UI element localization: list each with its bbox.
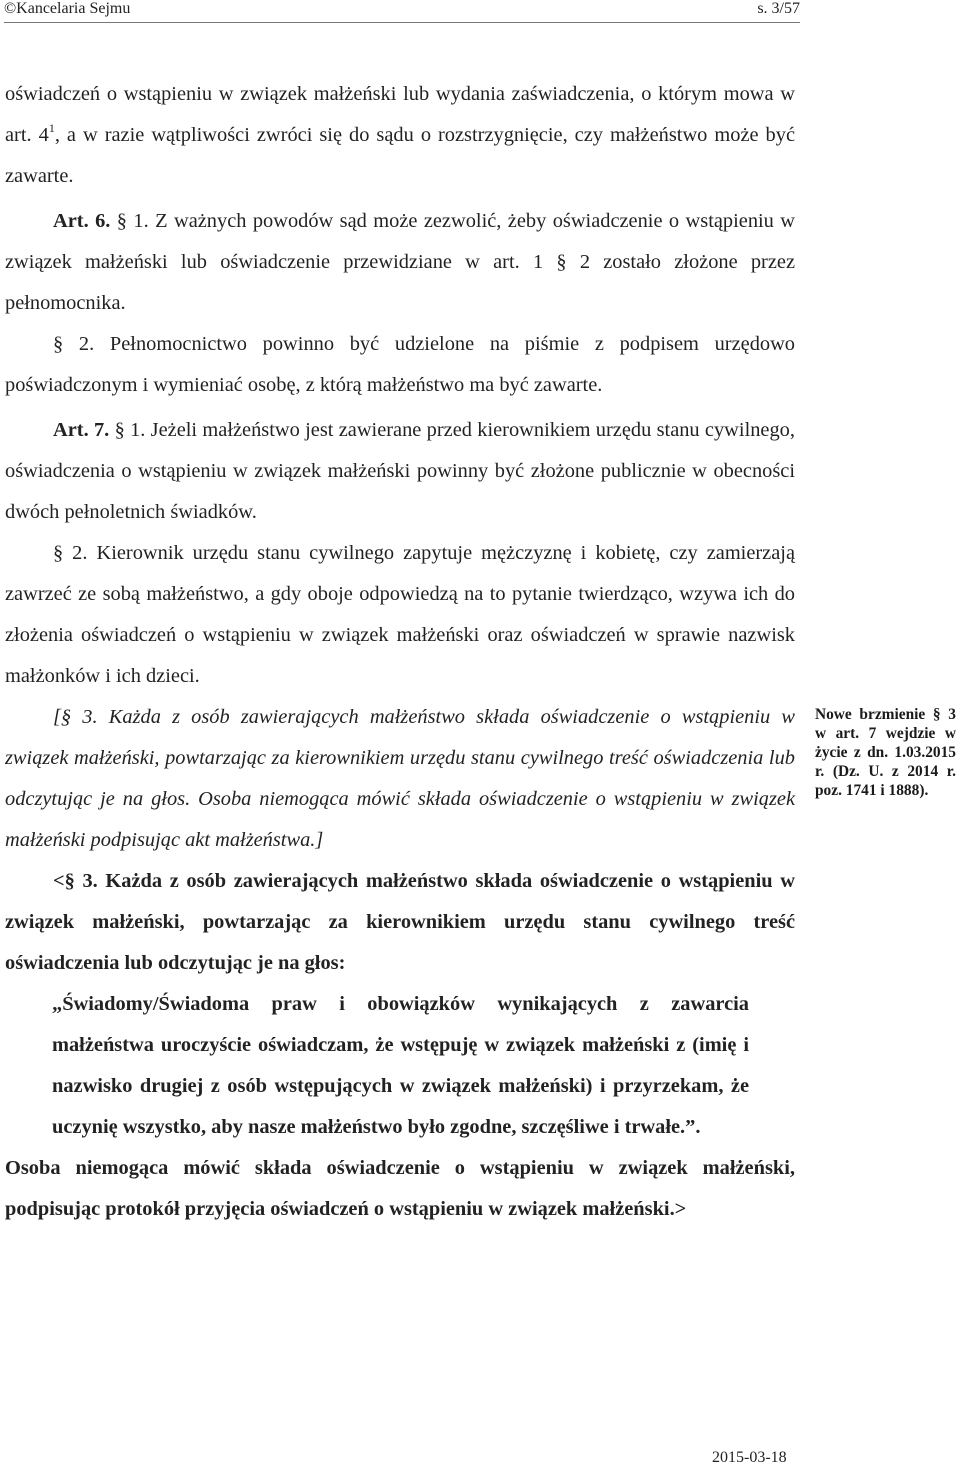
oath-quote [52,984,749,1148]
section-text: Jeżeli małżeństwo jest zawierane przed kierownikiem urzędu stanu cywilnego, oświadczenia o wstąpieniu w związek małżeński powinny być złożone publicznie w obecności dwóch pełnoletnich świadków. [5,419,795,523]
section-number: § 2. [53,333,95,355]
oath-quote-text: „Świadomy/Świadoma praw i obowiązków wynikających z zawarcia małżeństwa uroczyście oświadczam, że wstępuję w związek małżeński z (imię i nazwisko drugiej z osób wstępujących w związek małżeński) i przyrzekam, że uczynię wszystko, aby nasze małżeństwo było zgodne, szczęśliwe i trwałe.”. [52,993,749,1138]
footer-date: 2015-03-18 [712,1449,787,1466]
section-number: § 1. [114,419,146,441]
art7-par3-old-wording [5,697,795,861]
new-wording-text: <§ 3. Każda z osób zawierających małżeństwo składa oświadczenie o wstąpieniu w związek małżeński, powtarzając za kierownikiem urzędu stanu cywilnego treść oświadczenia lub odczytując je na głos: [5,870,795,974]
closing-text: Osoba niemogąca mówić składa oświadczenie o wstąpieniu w związek małżeński, podpisując protokół przyjęcia oświadczeń o wstąpieniu w związek małżeński.> [5,1157,795,1220]
article-label: Art. 6. [53,210,111,232]
header-publisher: ©Kancelaria Sejmu [4,0,131,17]
art7-par1 [5,410,795,533]
paragraph-continuation-text-a: oświadczeń o wstąpieniu w związek małżeński lub wydania zaświadczenia, o którym mowa w art. 4 [5,83,795,146]
page-header [4,0,800,23]
header-page-number: s. 3/57 [757,0,800,17]
section-text: Kierownik urzędu stanu cywilnego zapytuje mężczyznę i kobietę, czy zamierzają zawrzeć ze sobą małżeństwo, a gdy oboje odpowiedzą na to pytanie twierdząco, wzywa ich do złożenia oświadczeń o wstąpieniu w związek małżeński oraz oświadczeń w sprawie nazwisk małżonków i ich dzieci. [5,542,795,687]
art7-par2 [5,533,795,697]
section-number: § 1. [116,210,149,232]
old-wording-text: [§ 3. Każda z osób zawierających małżeństwo składa oświadczenie o wstąpieniu w związek małżeński, powtarzając za kierownikiem urzędu stanu cywilnego treść oświadczenia lub odczytując je na głos. Osoba niemogąca mówić składa oświadczenie o wstąpieniu w związek małżeński podpisując akt małżeństwa.] [5,706,795,851]
article-label: Art. 7. [53,419,110,441]
paragraph-continuation-text-b: , a w razie wątpliwości zwróci się do sądu o rozstrzygnięcie, czy małżeństwo może być zawarte. [5,124,795,187]
art7-par3-closing [5,1148,795,1230]
paragraph-continuation [5,74,795,197]
art6-par1 [5,201,795,324]
margin-note: Nowe brzmienie § 3 w art. 7 wejdzie w życie z dn. 1.03.2015 r. (Dz. U. z 2014 r. poz. 1741 i 1888). [815,706,956,799]
art6-par2 [5,324,795,406]
superscript: 1 [48,121,55,135]
section-number: § 2. [53,542,88,564]
document-body [5,74,795,1230]
section-text: Pełnomocnictwo powinno być udzielone na piśmie z podpisem urzędowo poświadczonym i wymieniać osobę, z którą małżeństwo ma być zawarte. [5,333,796,396]
art7-par3-new-wording [5,861,795,984]
section-text: Z ważnych powodów sąd może zezwolić, żeby oświadczenie o wstąpieniu w związek małżeński lub oświadczenie przewidziane w art. 1 § 2 zostało złożone przez pełnomocnika. [5,210,796,314]
